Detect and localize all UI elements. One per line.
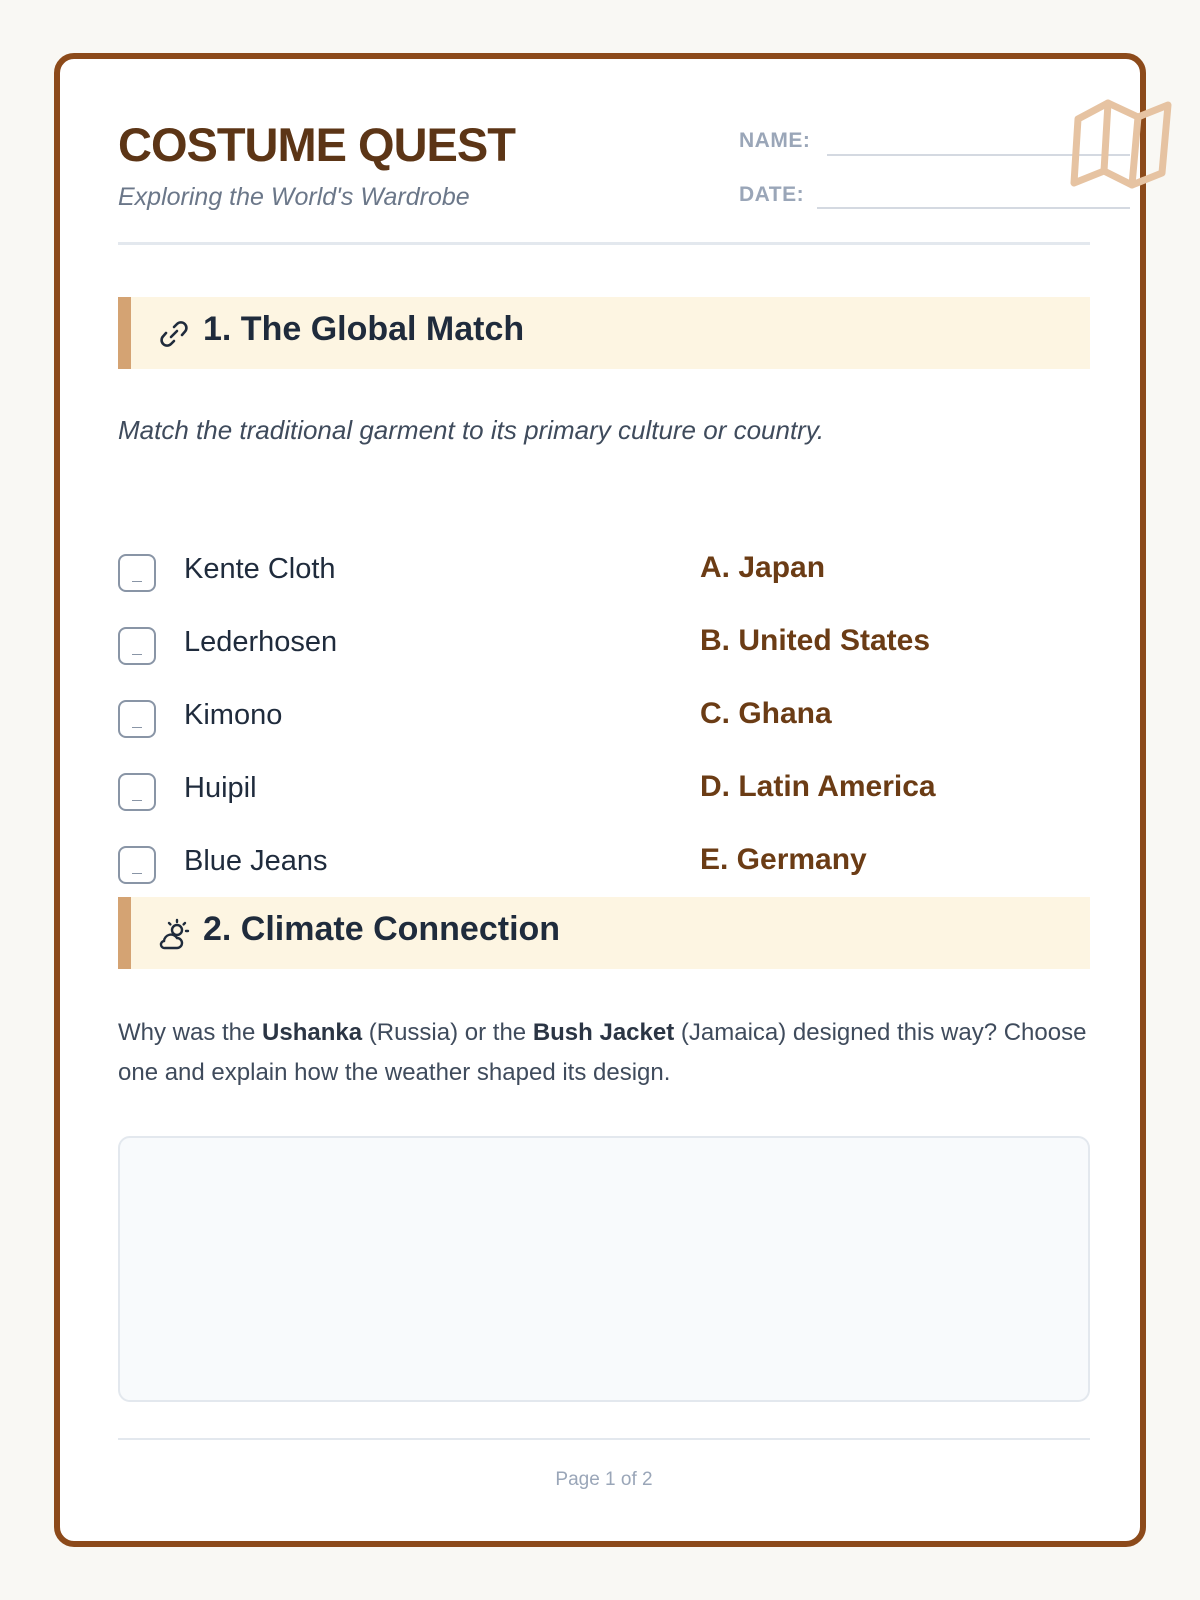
match-instructions: Match the traditional garment to its primary culture or country.	[118, 415, 825, 445]
date-field[interactable]	[817, 207, 1130, 209]
name-label: NAME:	[739, 129, 811, 152]
match-row	[118, 624, 1090, 668]
section-1-header	[118, 297, 1090, 369]
garment-ushanka: Ushanka	[262, 1019, 363, 1046]
culture-option: A. Japan	[700, 551, 826, 584]
match-row	[118, 697, 1090, 741]
garment-bush-jacket: Bush Jacket	[532, 1019, 675, 1046]
garment-label: Huipil	[184, 772, 257, 804]
answer-checkbox[interactable]	[118, 554, 156, 592]
footer-divider	[118, 1438, 1090, 1440]
answer-checkbox[interactable]	[118, 700, 156, 738]
answer-checkbox[interactable]	[118, 627, 156, 665]
garment-label: Kente Cloth	[184, 553, 336, 585]
answer-checkbox[interactable]	[118, 846, 156, 884]
worksheet-page	[54, 53, 1146, 1547]
answer-textarea[interactable]	[118, 1136, 1090, 1402]
sun-cloud-icon	[157, 917, 191, 951]
match-row	[118, 843, 1090, 887]
culture-option: C. Ghana	[700, 697, 832, 730]
date-label: DATE:	[739, 183, 805, 206]
culture-option: B. United States	[700, 624, 931, 657]
page-number: Page 1 of 2	[555, 1469, 653, 1490]
garment-label: Blue Jeans	[184, 845, 328, 877]
garment-label: Kimono	[184, 699, 283, 731]
worksheet-subtitle: Exploring the World's Wardrobe	[118, 183, 470, 211]
answer-checkbox[interactable]	[118, 773, 156, 811]
header-divider	[118, 242, 1090, 245]
culture-option: D. Latin America	[700, 770, 936, 803]
garment-label: Lederhosen	[184, 626, 338, 658]
climate-question: Why was the Ushanka (Russia) or the Bush Jacket (Jamaica) designed this way? Choose one and explain how the weather shaped its design.	[118, 1019, 1087, 1086]
link-icon	[157, 317, 191, 351]
section-2-title: 2. Climate Connection	[203, 910, 561, 948]
section-1-title: 1. The Global Match	[203, 310, 525, 348]
match-row	[118, 770, 1090, 814]
match-row	[118, 551, 1090, 595]
section-2-header	[118, 897, 1090, 969]
map-icon	[1068, 95, 1178, 191]
culture-option: E. Germany	[700, 843, 867, 876]
worksheet-title: COSTUME QUEST	[118, 118, 515, 171]
